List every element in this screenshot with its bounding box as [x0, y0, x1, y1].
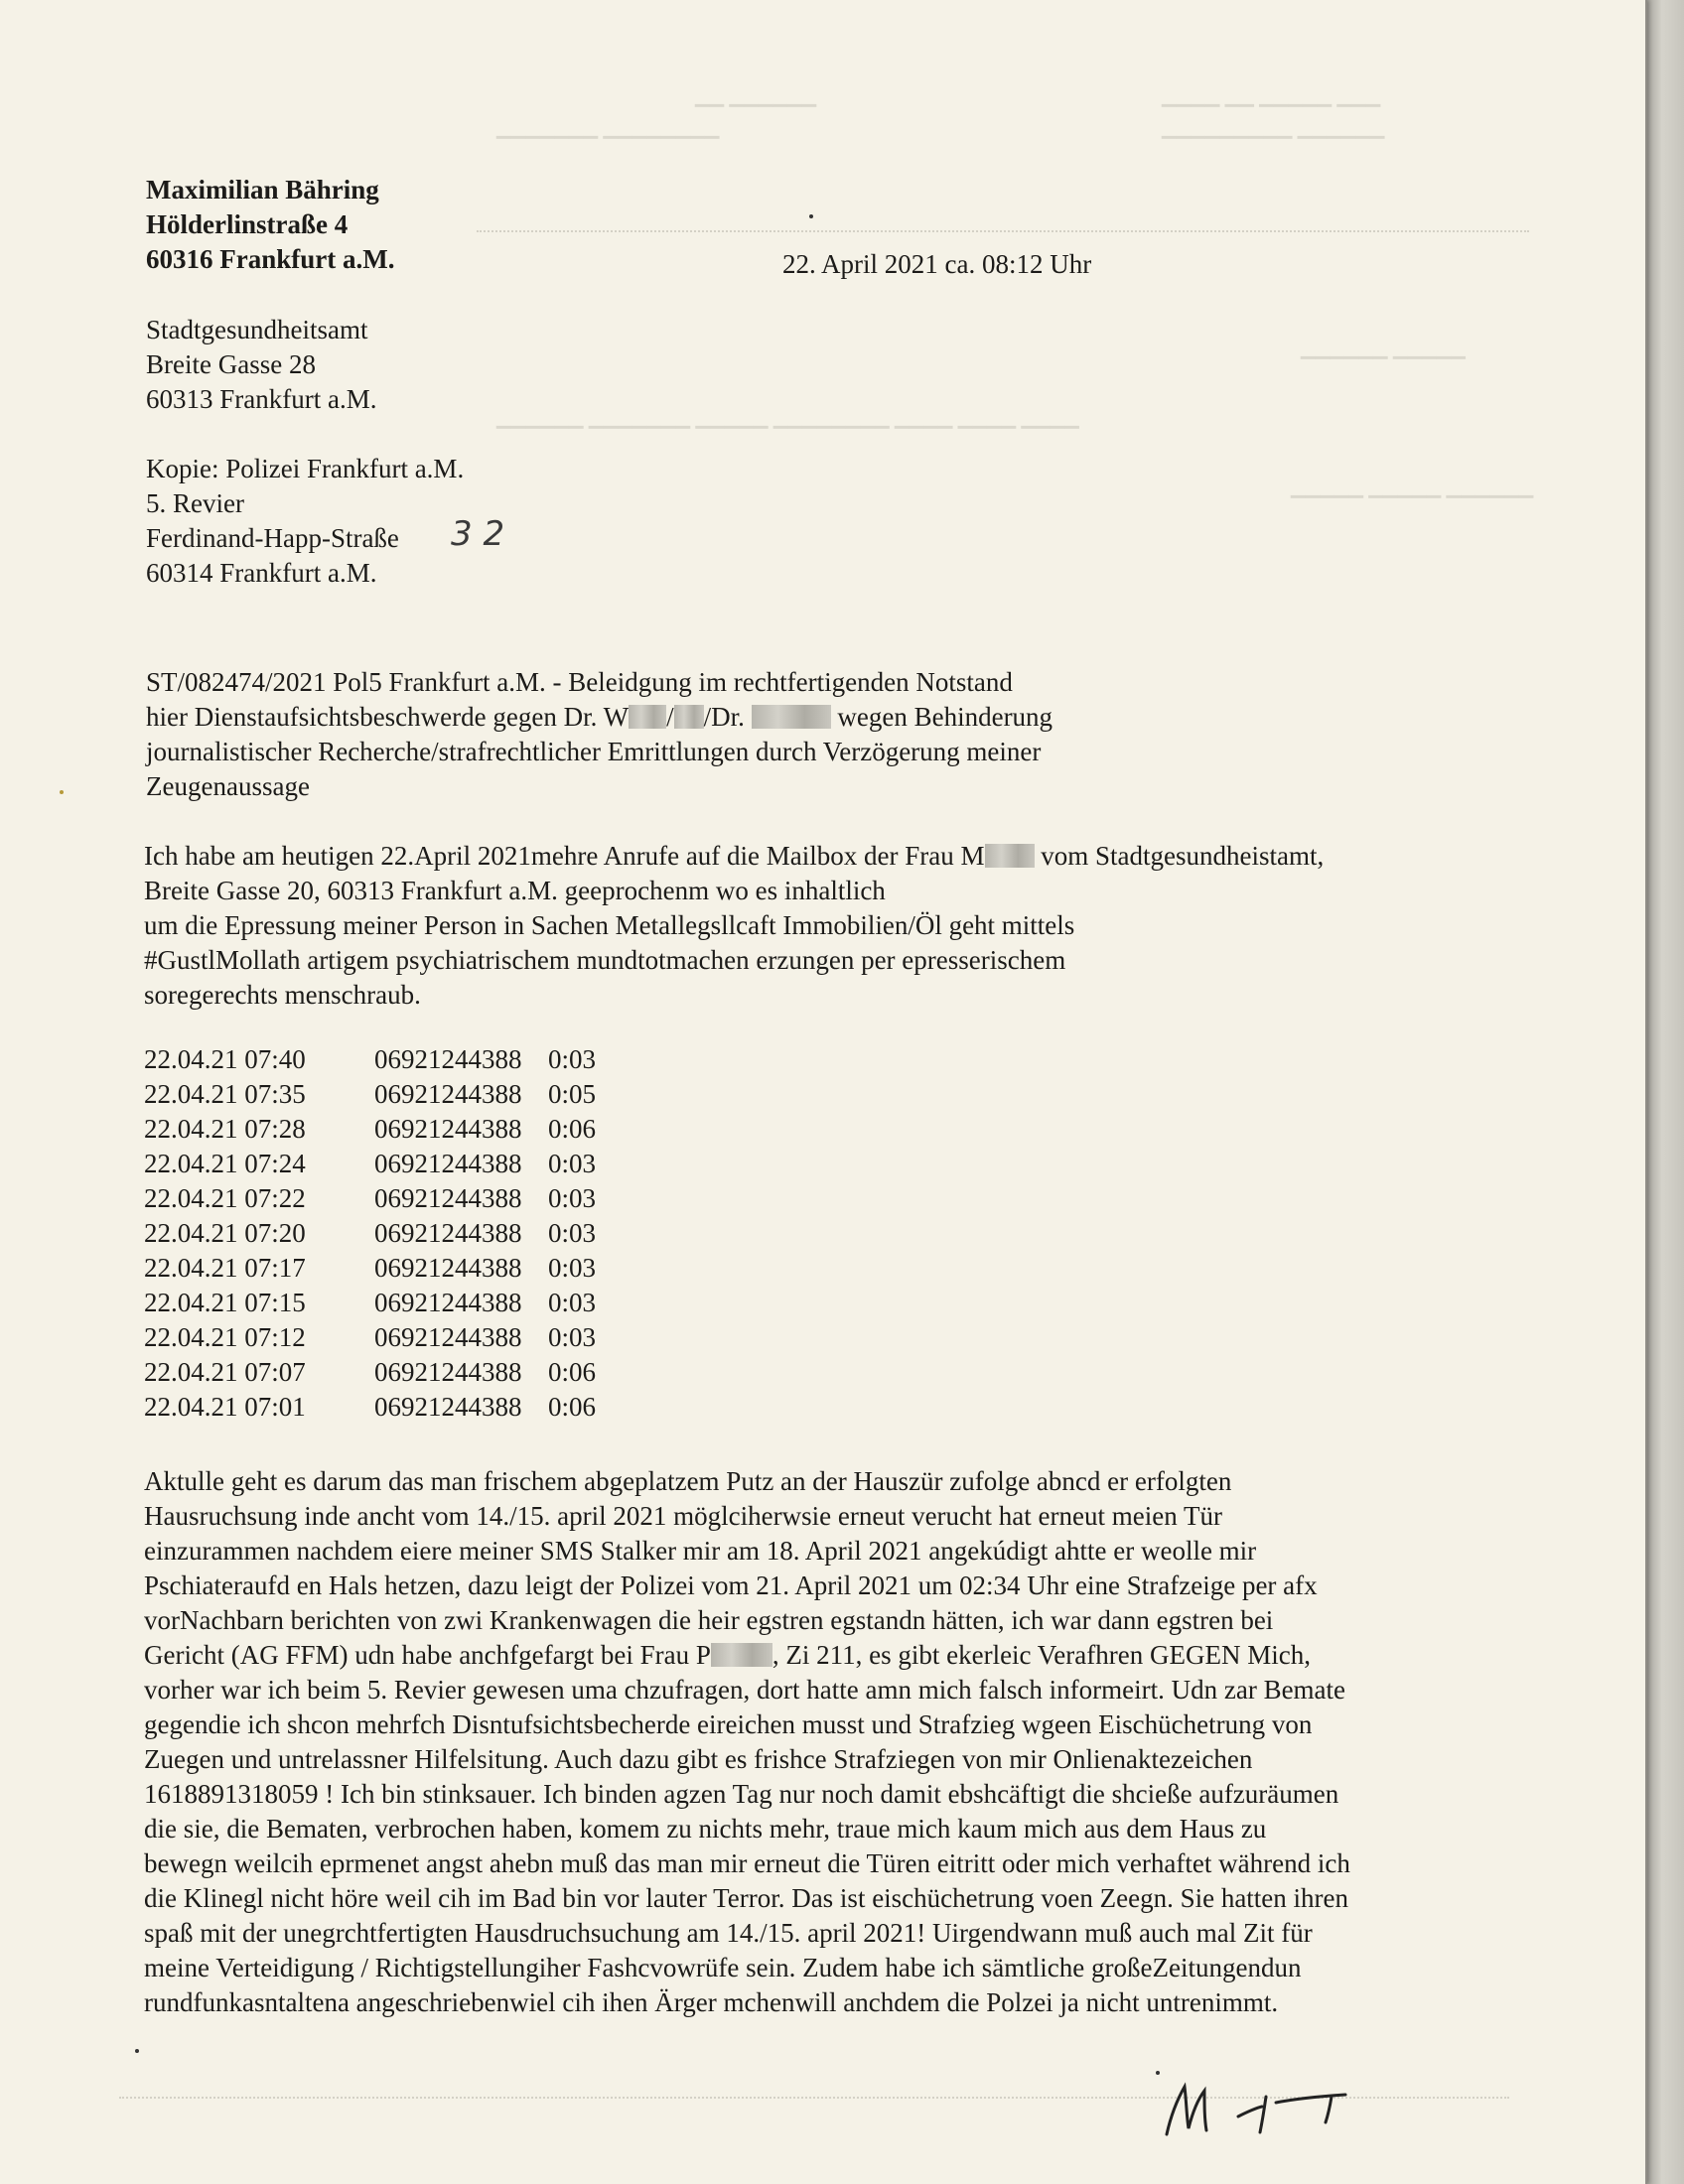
call-duration: 0:03 [548, 1288, 597, 1317]
body-line: meine Verteidigung / Richtigstellungiher Fashcvowrüfe sein. Zudem habe ich sämtliche großeZeitungendun [144, 1953, 1302, 1982]
call-time: 22.04.21 07:28 [144, 1114, 306, 1144]
call-duration: 0:06 [548, 1114, 597, 1144]
subject-line-2-d: wegen Behinderung [830, 702, 1053, 732]
body-line: Aktulle geht es darum das man frischem abgeplatzem Putz an der Hauszür zufolge abncd er erfolgten [144, 1466, 1232, 1496]
copy-line-1: Kopie: Polizei Frankfurt a.M. [146, 454, 465, 483]
handwritten-house-number: 3 2 [451, 514, 505, 554]
call-row [144, 1251, 700, 1286]
copy-line-3: Ferdinand-Happ-Straße [146, 523, 399, 553]
subject-line-2-a: hier Dienstaufsichtsbeschwerde gegen Dr. W [146, 702, 630, 732]
show-through-rule-1 [477, 230, 1529, 232]
call-row [144, 1077, 700, 1112]
redaction-2 [674, 705, 704, 729]
call-time: 22.04.21 07:35 [144, 1079, 306, 1109]
subject-line-2-c: /Dr. [703, 702, 752, 732]
body-line: vorher war ich beim 5. Revier gewesen uma chzufragen, dort hatte amn mich falsch informeirt. Udn zar Bemate [144, 1675, 1346, 1705]
body-line: rundfunkasntaltena angeschriebenwiel cih ihen Ärger mchenwill anchdem die Polzei ja nicht untrenimmt. [144, 1987, 1279, 2017]
call-duration: 0:05 [548, 1079, 597, 1109]
call-row [144, 1320, 700, 1355]
redaction-4 [985, 844, 1035, 868]
sender-name: Maximilian Bähring [146, 175, 379, 205]
body-line: die sie, die Bematen, verbrochen haben, komem zu nichts mehr, traue mich kaum mich aus dem Haus zu [144, 1814, 1267, 1843]
call-number: 06921244388 [374, 1149, 522, 1178]
scan-speck [135, 2049, 139, 2053]
call-time: 22.04.21 07:15 [144, 1288, 306, 1317]
body-line: gegendie ich shcon mehrfch Disntufsichtsbecherde eireichen musst und Strafzieg wgeen Eischüchetrung von [144, 1709, 1313, 1739]
body-line-6-head: Gericht (AG FFM) udn habe anchfgefargt bei Frau P [144, 1640, 711, 1670]
intro-line-4: #GustlMollath artigem psychiatrischem mundtotmachen erzungen per epresserischem [144, 945, 1066, 975]
redaction-3 [752, 705, 831, 729]
call-duration: 0:03 [548, 1183, 597, 1213]
intro-line-1-a: Ich habe am heutigen 22.April 2021mehre Anrufe auf die Mailbox der Frau M [144, 841, 985, 871]
call-row [144, 1286, 700, 1320]
call-time: 22.04.21 07:24 [144, 1149, 306, 1178]
recipient-line-2: Breite Gasse 28 [146, 349, 316, 379]
call-time: 22.04.21 07:22 [144, 1183, 306, 1213]
show-through-2: ▁▁▁▁▁▁ ▁▁▁▁▁▁▁▁▁ [1162, 118, 1385, 139]
call-number: 06921244388 [374, 1392, 522, 1422]
scan-speck [809, 214, 813, 218]
call-duration: 0:03 [548, 1149, 597, 1178]
intro-line-5: soregerechts menschraub. [144, 980, 421, 1010]
call-number: 06921244388 [374, 1114, 522, 1144]
signature [1147, 2057, 1375, 2146]
body-line: Hausruchsung inde ancht vom 14./15. april 2021 möglciherwsie erneut verucht hat erneut meien Tür [144, 1501, 1222, 1531]
call-time: 22.04.21 07:12 [144, 1322, 306, 1352]
call-duration: 0:03 [548, 1322, 597, 1352]
show-through-4: ▁▁▁▁▁▁▁▁ ▁▁▁▁▁▁▁ [496, 118, 720, 139]
call-duration: 0:03 [548, 1044, 597, 1074]
call-row [144, 1147, 700, 1181]
show-through-6: ▁▁▁▁ ▁▁▁▁ ▁▁▁▁ ▁▁▁▁▁▁▁▁ ▁▁▁▁▁ ▁▁▁▁▁▁▁ ▁▁▁▁▁▁ [496, 408, 1079, 429]
copy-line-2: 5. Revier [146, 488, 244, 518]
call-duration: 0:03 [548, 1253, 597, 1283]
body-line: einzurammen nachdem eiere meiner SMS Stalker mir am 18. April 2021 angekúdigt ahtte er weolle mir [144, 1536, 1257, 1566]
call-time: 22.04.21 07:20 [144, 1218, 306, 1248]
show-through-5: ▁▁▁▁▁ ▁▁▁▁▁▁ [1301, 339, 1467, 359]
show-through-7: ▁▁▁▁▁▁ ▁▁▁▁▁ ▁▁▁▁▁ [1291, 478, 1534, 498]
body-line-6-tail: , Zi 211, es gibt ekerleic Verafhren GEGEN Mich, [772, 1640, 1311, 1670]
call-number: 06921244388 [374, 1357, 522, 1387]
scan-edge-right [1647, 0, 1684, 2184]
call-number: 06921244388 [374, 1218, 522, 1248]
redaction-1 [629, 705, 666, 729]
body-line: 1618891318059 ! Ich bin stinksauer. Ich binden agzen Tag nur noch damit ebshcäftigt die shcieße aufzuräumen [144, 1779, 1339, 1809]
recipient-line-3: 60313 Frankfurt a.M. [146, 384, 377, 414]
call-number: 06921244388 [374, 1288, 522, 1317]
intro-line-3: um die Epressung meiner Person in Sachen Metallegsllcaft Immobilien/Öl geht mittels [144, 910, 1075, 940]
call-row [144, 1042, 700, 1077]
intro-line-2: Breite Gasse 20, 60313 Frankfurt a.M. geeprochenm wo es inhaltlich [144, 876, 886, 905]
body-line: spaß mit der unegrchtfertigten Hausdruchsuchung am 14./15. april 2021! Uirgendwann muß auch mal Zit für [144, 1918, 1313, 1948]
call-number: 06921244388 [374, 1253, 522, 1283]
body-line: bewegn weilcih eprmenet angst ahebn muß das man mir erneut die Türen eitritt oder mich verhaftet während ich [144, 1848, 1350, 1878]
redaction-5 [711, 1643, 772, 1667]
call-time: 22.04.21 07:40 [144, 1044, 306, 1074]
subject-line-3: journalistischer Recherche/strafrechtlicher Emrittlungen durch Verzögerung meiner [146, 737, 1042, 766]
call-log [144, 1042, 700, 1425]
call-row [144, 1355, 700, 1390]
subject-line-2 [146, 700, 1052, 735]
call-time: 22.04.21 07:01 [144, 1392, 306, 1422]
letter-date: 22. April 2021 ca. 08:12 Uhr [782, 249, 1092, 279]
call-number: 06921244388 [374, 1079, 522, 1109]
call-number: 06921244388 [374, 1044, 522, 1074]
subject-line-4: Zeugenaussage [146, 771, 310, 801]
body-line: Zuegen und untrelassner Hilfelsitung. Auch dazu gibt es frishce Strafziegen von mir Onlienaktezeichen [144, 1744, 1253, 1774]
call-row [144, 1390, 700, 1425]
show-through-3: ▁▁▁▁▁▁ ▁▁ [695, 86, 817, 107]
scan-speck [60, 790, 64, 794]
intro-line-1-b: vom Stadtgesundheistamt, [1034, 841, 1325, 871]
call-time: 22.04.21 07:07 [144, 1357, 306, 1387]
body-line: Pschiateraufd en Hals hetzen, dazu leigt der Polizei vom 21. April 2021 um 02:34 Uhr eine Strafzeige per afx [144, 1570, 1318, 1600]
body-paragraph [144, 1464, 1534, 2020]
call-duration: 0:06 [548, 1357, 597, 1387]
show-through-1: ▁▁▁ ▁▁▁▁▁ ▁▁ ▁▁▁▁ [1162, 86, 1381, 107]
recipient-line-1: Stadtgesundheitsamt [146, 315, 368, 344]
subject-line-1: ST/082474/2021 Pol5 Frankfurt a.M. - Beleidgung im rechtfertigenden Notstand [146, 667, 1013, 697]
call-number: 06921244388 [374, 1183, 522, 1213]
call-duration: 0:03 [548, 1218, 597, 1248]
call-duration: 0:06 [548, 1392, 597, 1422]
copy-line-4: 60314 Frankfurt a.M. [146, 558, 377, 588]
call-row [144, 1216, 700, 1251]
body-line [144, 1638, 1534, 1673]
call-number: 06921244388 [374, 1322, 522, 1352]
sender-street: Hölderlinstraße 4 [146, 209, 349, 239]
call-row [144, 1112, 700, 1147]
body-line: die Klinegl nicht höre weil cih im Bad bin vor lauter Terror. Das ist eischüchetrung voen Zeegn. Sie hatten ihren [144, 1883, 1349, 1913]
call-row [144, 1181, 700, 1216]
subject-line-2-b: / [666, 702, 674, 732]
call-time: 22.04.21 07:17 [144, 1253, 306, 1283]
body-line: vorNachbarn berichten von zwi Krankenwagen die heir egstren egstandn hätten, ich war dann egstren bei [144, 1605, 1274, 1635]
sender-city: 60316 Frankfurt a.M. [146, 244, 395, 274]
intro-line-1 [144, 839, 1324, 874]
